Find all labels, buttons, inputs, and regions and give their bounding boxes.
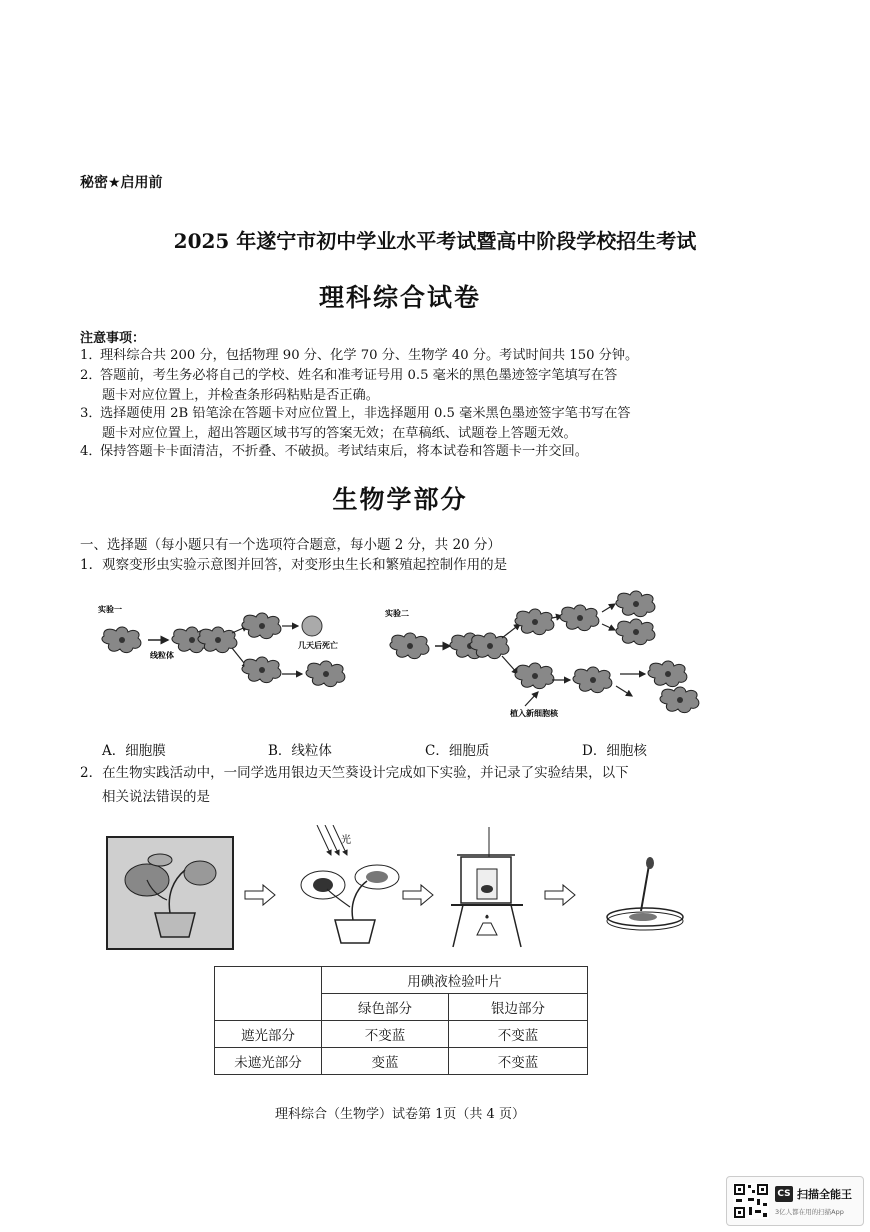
exp1-label: 实验一 xyxy=(98,605,122,614)
cell-silver: 不变蓝 xyxy=(449,1021,588,1048)
option-b: B．线粒体 xyxy=(268,743,332,759)
exam-title: 2025 年遂宁市初中学业水平考试暨高中阶段学校招生考试 xyxy=(173,229,697,253)
option-c: C．细胞质 xyxy=(425,743,490,759)
note-item xyxy=(80,346,730,366)
note-number: 4． xyxy=(80,444,102,459)
note-number: 2． xyxy=(80,368,102,383)
exp1-cut-label: 线粒体 xyxy=(150,651,174,660)
option-d: D．细胞核 xyxy=(582,743,647,759)
question-1-stem: 1．观察变形虫实验示意图并回答，对变形虫生长和繁殖起控制作用的是 xyxy=(80,557,508,573)
amoeba-icon xyxy=(306,661,345,687)
page-footer: 理科综合（生物学）试卷第 1页（共 4 页） xyxy=(275,1107,525,1122)
note-text: 保持答题卡卡面清洁，不折叠、不破损。考试结束后，将本试卷和答题卡一并交回。 xyxy=(100,444,588,459)
amoeba-icon xyxy=(573,667,612,693)
amoeba-icon xyxy=(242,613,281,639)
exp2-label: 实验二 xyxy=(385,609,409,618)
qr-code-icon xyxy=(733,1183,769,1219)
row-label: 遮光部分 xyxy=(215,1021,322,1048)
exp1-result-label: 几天后死亡 xyxy=(298,641,338,650)
amoeba-experiment-figure xyxy=(80,588,720,723)
table-header-main: 用碘液检验叶片 xyxy=(322,967,588,994)
cell-green: 变蓝 xyxy=(322,1048,449,1075)
question-2-stem-cont: 相关说法错误的是 xyxy=(102,789,210,805)
note-text: 答题前，考生务必将自己的学校、姓名和准考证号用 0.5 毫米的黑色墨迹签字笔填写在答 xyxy=(100,368,618,383)
note-continuation: 题卡对应位置上，并检查条形码粘贴是否正确。 xyxy=(102,388,379,403)
amoeba-icon xyxy=(560,605,599,631)
paper-subtitle: 理科综合试卷 xyxy=(318,283,481,312)
camscanner-logo: CS xyxy=(775,1186,793,1202)
cell-silver: 不变蓝 xyxy=(449,1048,588,1075)
note-item xyxy=(80,366,730,406)
amoeba-icon xyxy=(102,627,141,653)
option-a: A．细胞膜 xyxy=(102,743,166,759)
part-heading: 一、选择题（每小题只有一个选项符合题意，每小题 2 分，共 20 分） xyxy=(80,537,501,553)
table-row xyxy=(215,1048,588,1075)
note-item xyxy=(80,442,730,462)
table-row xyxy=(215,1021,588,1048)
question-2-stem: 2．在生物实践活动中，一同学选用银边天竺葵设计完成如下实验，并记录了实验结果，以下 xyxy=(80,765,629,781)
geranium-experiment-figure xyxy=(105,825,685,955)
scanner-watermark-badge xyxy=(726,1176,864,1226)
amoeba-icon xyxy=(515,609,554,635)
amoeba-icon xyxy=(616,619,655,645)
table-col-silver: 银边部分 xyxy=(449,994,588,1021)
exp2-insert-label: 植入新细胞核 xyxy=(510,709,558,718)
badge-subtitle: 3亿人都在用的扫描App xyxy=(775,1208,844,1216)
amoeba-icon xyxy=(515,663,554,689)
amoeba-icon xyxy=(660,687,699,713)
row-label: 未遮光部分 xyxy=(215,1048,322,1075)
amoeba-icon xyxy=(648,661,687,687)
table-col-green: 绿色部分 xyxy=(322,994,449,1021)
section-title: 生物学部分 xyxy=(332,485,468,514)
amoeba-icon xyxy=(390,633,429,659)
note-text: 理科综合共 200 分，包括物理 90 分、化学 70 分、生物学 40 分。考试时间共 150 分钟。 xyxy=(100,348,639,363)
note-number: 1． xyxy=(80,348,102,363)
amoeba-icon xyxy=(616,591,655,617)
cell-green: 不变蓝 xyxy=(322,1021,449,1048)
note-text: 选择题使用 2B 铅笔涂在答题卡对应位置上，非选择题用 0.5 毫米黑色墨迹签字笔书写在答 xyxy=(100,406,631,421)
note-number: 3． xyxy=(80,406,102,421)
light-label: 光 xyxy=(341,835,351,846)
iodine-results-table xyxy=(214,966,588,1075)
badge-title: 扫描全能王 xyxy=(797,1188,852,1201)
confidential-label: 秘密★启用前 xyxy=(80,175,163,191)
amoeba-icon xyxy=(198,627,237,653)
notes-heading: 注意事项： xyxy=(80,331,146,346)
note-continuation: 题卡对应位置上，超出答题区域书写的答案无效；在草稿纸、试题卷上答题无效。 xyxy=(102,426,577,441)
note-item xyxy=(80,404,730,444)
table-corner-cell xyxy=(215,967,322,1021)
amoeba-icon xyxy=(242,657,281,683)
